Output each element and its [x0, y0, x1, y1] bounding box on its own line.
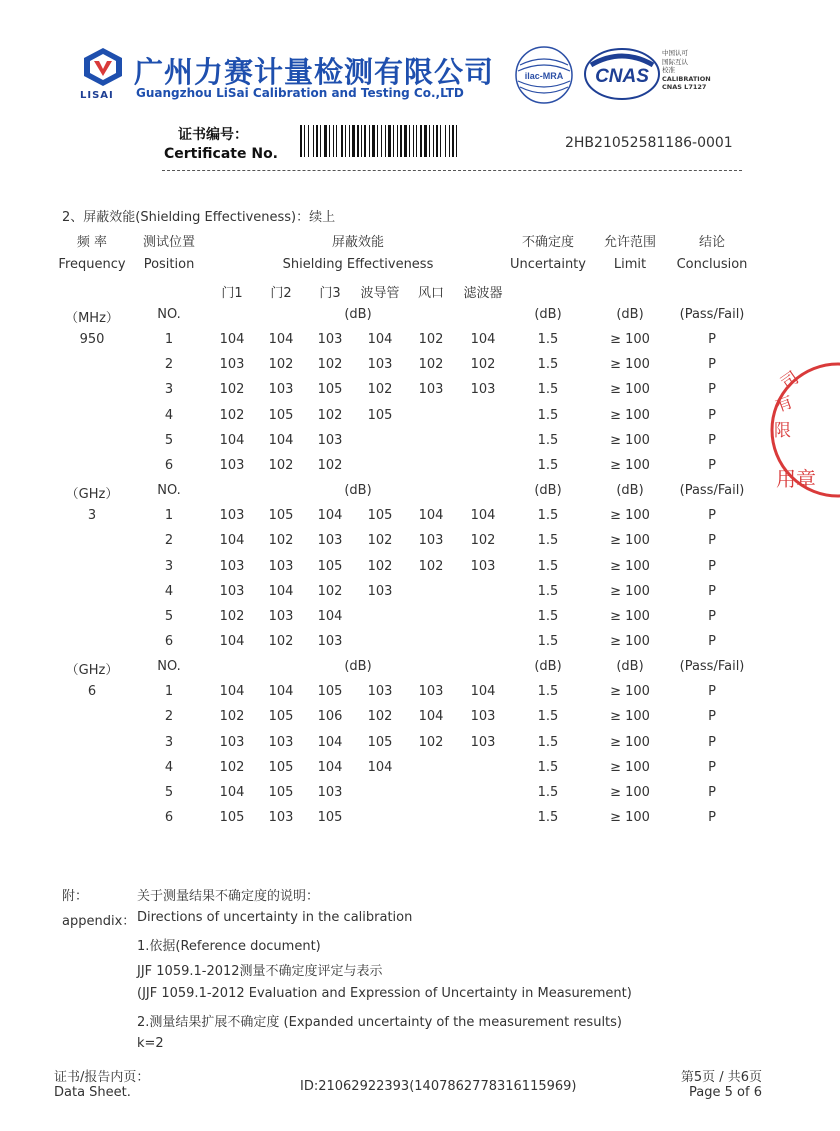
se-value: 103	[367, 357, 393, 373]
uncertainty-value: 1.5	[537, 533, 559, 549]
footer-id: ID:21062922393(1407862778316115969)	[300, 1079, 577, 1094]
appendix-line: 2.测量结果扩展不确定度 (Expanded uncertainty of the measurement results)	[137, 1015, 622, 1030]
column-header-en: Shielding Effectiveness	[282, 257, 434, 272]
se-value: 105	[268, 759, 294, 775]
column-header-en: Conclusion	[676, 257, 748, 272]
se-value: 103	[268, 382, 294, 398]
uncertainty-value: 1.5	[537, 558, 559, 574]
limit-value: ≥ 100	[610, 457, 650, 473]
position-unit: NO.	[157, 307, 181, 322]
uncertainty-unit: (dB)	[534, 483, 562, 499]
conclusion-value: P	[708, 533, 716, 549]
sub-column-header: 门2	[270, 286, 292, 301]
se-value: 105	[367, 407, 393, 423]
uncertainty-value: 1.5	[537, 759, 559, 775]
limit-value: ≥ 100	[610, 784, 650, 800]
se-value: 103	[219, 508, 245, 524]
ilac-text: ilac-MRA	[524, 71, 564, 81]
conclusion-value: P	[708, 709, 716, 725]
se-value: 105	[219, 810, 245, 825]
conclusion-value: P	[708, 382, 716, 398]
se-value: 105	[268, 709, 294, 725]
conclusion-unit: (Pass/Fail)	[679, 307, 745, 322]
conclusion-value: P	[708, 608, 716, 624]
position-value: 6	[164, 810, 174, 825]
se-unit: (dB)	[344, 659, 372, 675]
svg-text:有: 有	[772, 392, 796, 417]
se-value: 102	[219, 407, 245, 423]
cnas-logo-icon	[583, 47, 661, 101]
position-value: 1	[164, 332, 174, 348]
position-value: 6	[164, 457, 174, 473]
se-value: 104	[418, 709, 444, 725]
se-value: 103	[317, 332, 343, 348]
se-value: 103	[470, 709, 496, 725]
se-value: 102	[268, 633, 294, 649]
se-value: 103	[219, 734, 245, 750]
se-value: 103	[317, 633, 343, 649]
conclusion-unit: (Pass/Fail)	[679, 659, 745, 675]
appendix-line: 1.依据(Reference document)	[137, 939, 321, 954]
se-value: 104	[418, 508, 444, 524]
se-unit: (dB)	[344, 307, 372, 322]
conclusion-value: P	[708, 583, 716, 599]
footer-data-sheet-cn: 证书/报告内页：	[54, 1070, 150, 1085]
company-logo-icon	[82, 46, 124, 88]
uncertainty-value: 1.5	[537, 684, 559, 700]
se-value: 103	[317, 432, 343, 448]
conclusion-value: P	[708, 457, 716, 473]
se-value: 103	[367, 684, 393, 700]
position-value: 1	[164, 508, 174, 524]
uncertainty-unit: (dB)	[534, 307, 562, 322]
cnas-line: CALIBRATION	[662, 74, 711, 83]
company-seal-icon	[760, 360, 840, 500]
position-value: 5	[164, 432, 174, 448]
se-value: 102	[367, 533, 393, 549]
se-value: 103	[268, 558, 294, 574]
header-divider	[162, 170, 742, 171]
uncertainty-unit: (dB)	[534, 659, 562, 675]
sub-column-header: 风口	[417, 286, 445, 301]
limit-value: ≥ 100	[610, 709, 650, 725]
se-unit: (dB)	[344, 483, 372, 499]
uncertainty-value: 1.5	[537, 432, 559, 448]
se-value: 104	[268, 432, 294, 448]
se-value: 103	[470, 382, 496, 398]
se-value: 105	[367, 508, 393, 524]
cnas-text: CNAS	[595, 66, 649, 87]
uncertainty-value: 1.5	[537, 457, 559, 473]
se-value: 103	[317, 533, 343, 549]
se-value: 103	[268, 608, 294, 624]
appendix-line: Directions of uncertainty in the calibration	[137, 910, 413, 925]
conclusion-value: P	[708, 734, 716, 750]
section-title: 2、屏蔽效能(Shielding Effectiveness)：续上	[62, 210, 336, 225]
appendix-line: 关于测量结果不确定度的说明：	[137, 889, 320, 904]
ilac-mra-logo-icon	[514, 45, 574, 105]
se-value: 104	[470, 332, 496, 348]
conclusion-value: P	[708, 684, 716, 700]
limit-unit: (dB)	[616, 659, 644, 675]
se-value: 103	[418, 533, 444, 549]
se-value: 102	[418, 558, 444, 574]
se-value: 104	[219, 332, 245, 348]
se-value: 104	[268, 332, 294, 348]
position-value: 3	[164, 734, 174, 750]
se-value: 103	[268, 734, 294, 750]
limit-value: ≥ 100	[610, 608, 650, 624]
position-unit: NO.	[157, 483, 181, 499]
se-value: 103	[367, 583, 393, 599]
se-value: 104	[470, 508, 496, 524]
conclusion-value: P	[708, 332, 716, 348]
cnas-line: 校准	[662, 66, 675, 75]
se-value: 102	[470, 357, 496, 373]
limit-value: ≥ 100	[610, 332, 650, 348]
frequency-unit: （GHz）	[65, 487, 119, 503]
column-header-en: Position	[143, 257, 195, 272]
cnas-line: CNAS L7127	[662, 83, 707, 92]
se-value: 102	[268, 457, 294, 473]
se-value: 104	[317, 608, 343, 624]
appendix-line: JJF 1059.1-2012测量不确定度评定与表示	[137, 964, 383, 979]
certificate-number: 2HB21052581186-0001	[565, 135, 733, 151]
column-header-cn: 不确定度	[521, 235, 575, 250]
se-value: 104	[367, 332, 393, 348]
appendix-line: (JJF 1059.1-2012 Evaluation and Expression of Uncertainty in Measurement)	[137, 986, 632, 1001]
column-header-en: Frequency	[58, 257, 126, 272]
position-value: 4	[164, 583, 174, 599]
uncertainty-value: 1.5	[537, 734, 559, 750]
se-value: 102	[317, 457, 343, 473]
limit-unit: (dB)	[616, 307, 644, 322]
se-value: 103	[219, 558, 245, 574]
svg-text:用章: 用章	[776, 467, 816, 491]
appendix-label-en: appendix：	[62, 914, 136, 929]
position-unit: NO.	[157, 659, 181, 675]
uncertainty-value: 1.5	[537, 608, 559, 624]
sub-column-header: 滤波器	[463, 286, 503, 301]
limit-value: ≥ 100	[610, 407, 650, 423]
position-value: 4	[164, 407, 174, 423]
conclusion-value: P	[708, 357, 716, 373]
se-value: 103	[418, 382, 444, 398]
uncertainty-value: 1.5	[537, 810, 559, 825]
appendix-label-cn: 附：	[62, 889, 89, 904]
column-header-cn: 频 率	[76, 235, 108, 250]
appendix-line: k=2	[137, 1036, 164, 1051]
se-value: 103	[219, 457, 245, 473]
se-value: 104	[219, 432, 245, 448]
se-value: 104	[268, 583, 294, 599]
frequency-unit: （MHz）	[65, 311, 119, 326]
position-value: 2	[164, 533, 174, 549]
conclusion-value: P	[708, 508, 716, 524]
uncertainty-value: 1.5	[537, 633, 559, 649]
se-value: 103	[470, 558, 496, 574]
frequency-unit: （GHz）	[65, 663, 119, 679]
se-value: 105	[317, 558, 343, 574]
uncertainty-value: 1.5	[537, 784, 559, 800]
footer-page-cn: 第5页 / 共6页	[680, 1070, 762, 1085]
limit-value: ≥ 100	[610, 357, 650, 373]
uncertainty-value: 1.5	[537, 709, 559, 725]
se-value: 104	[219, 784, 245, 800]
se-value: 102	[268, 357, 294, 373]
limit-unit: (dB)	[616, 483, 644, 499]
column-header-cn: 结论	[698, 235, 726, 250]
column-header-cn: 允许范围	[603, 235, 657, 250]
se-value: 103	[219, 583, 245, 599]
se-value: 105	[317, 684, 343, 700]
se-value: 102	[219, 759, 245, 775]
se-value: 104	[268, 684, 294, 700]
conclusion-value: P	[708, 759, 716, 775]
conclusion-value: P	[708, 810, 716, 825]
position-value: 6	[164, 633, 174, 649]
se-value: 102	[367, 558, 393, 574]
column-header-cn: 屏蔽效能	[331, 235, 385, 250]
se-value: 103	[418, 684, 444, 700]
limit-value: ≥ 100	[610, 558, 650, 574]
frequency-value: 950	[79, 332, 105, 348]
se-value: 104	[219, 633, 245, 649]
conclusion-unit: (Pass/Fail)	[679, 483, 745, 499]
se-value: 103	[470, 734, 496, 750]
se-value: 104	[367, 759, 393, 775]
conclusion-value: P	[708, 633, 716, 649]
se-value: 105	[317, 810, 343, 825]
svg-text:司: 司	[777, 367, 803, 395]
limit-value: ≥ 100	[610, 633, 650, 649]
se-value: 103	[317, 784, 343, 800]
se-value: 104	[470, 684, 496, 700]
uncertainty-value: 1.5	[537, 583, 559, 599]
se-value: 106	[317, 709, 343, 725]
uncertainty-value: 1.5	[537, 407, 559, 423]
se-value: 102	[367, 709, 393, 725]
conclusion-value: P	[708, 407, 716, 423]
position-value: 1	[164, 684, 174, 700]
sub-column-header: 门3	[319, 286, 341, 301]
se-value: 104	[219, 533, 245, 549]
se-value: 102	[317, 407, 343, 423]
cnas-accreditation-text	[662, 49, 711, 92]
limit-value: ≥ 100	[610, 684, 650, 700]
se-value: 102	[317, 357, 343, 373]
limit-value: ≥ 100	[610, 432, 650, 448]
limit-value: ≥ 100	[610, 759, 650, 775]
se-value: 105	[317, 382, 343, 398]
cnas-line: 国际互认	[662, 57, 688, 66]
certificate-label-en: Certificate No.	[164, 146, 279, 162]
uncertainty-value: 1.5	[537, 382, 559, 398]
position-value: 4	[164, 759, 174, 775]
se-value: 102	[418, 332, 444, 348]
company-name-en: Guangzhou LiSai Calibration and Testing Co.,LTD	[136, 86, 464, 100]
se-value: 102	[470, 533, 496, 549]
se-value: 102	[219, 709, 245, 725]
se-value: 102	[268, 533, 294, 549]
se-value: 104	[317, 759, 343, 775]
se-value: 102	[418, 734, 444, 750]
column-header-cn: 测试位置	[142, 235, 196, 250]
se-value: 102	[219, 608, 245, 624]
logo-text: LISAI	[80, 90, 114, 101]
conclusion-value: P	[708, 558, 716, 574]
se-value: 105	[268, 407, 294, 423]
svg-text:限: 限	[774, 421, 791, 441]
cnas-line: 中国认可	[662, 49, 688, 57]
position-value: 3	[164, 382, 174, 398]
uncertainty-value: 1.5	[537, 332, 559, 348]
se-value: 104	[219, 684, 245, 700]
column-header-en: Limit	[613, 257, 647, 272]
se-value: 105	[268, 784, 294, 800]
company-name-cn: 广州力赛计量检测有限公司	[134, 55, 495, 89]
position-value: 5	[164, 784, 174, 800]
limit-value: ≥ 100	[610, 583, 650, 599]
limit-value: ≥ 100	[610, 734, 650, 750]
limit-value: ≥ 100	[610, 508, 650, 524]
se-value: 104	[317, 734, 343, 750]
position-value: 5	[164, 608, 174, 624]
limit-value: ≥ 100	[610, 382, 650, 398]
uncertainty-value: 1.5	[537, 508, 559, 524]
footer-data-sheet-en: Data Sheet.	[54, 1085, 131, 1100]
sub-column-header: 门1	[221, 286, 243, 301]
uncertainty-value: 1.5	[537, 357, 559, 373]
frequency-value: 3	[87, 508, 97, 524]
barcode-icon	[300, 125, 518, 157]
limit-value: ≥ 100	[610, 533, 650, 549]
se-value: 102	[317, 583, 343, 599]
limit-value: ≥ 100	[610, 810, 650, 825]
se-value: 105	[367, 734, 393, 750]
se-value: 102	[367, 382, 393, 398]
certificate-label-cn: 证书编号：	[178, 127, 248, 143]
se-value: 104	[317, 508, 343, 524]
frequency-value: 6	[87, 684, 97, 700]
position-value: 2	[164, 709, 174, 725]
footer-page-en: Page 5 of 6	[689, 1085, 762, 1100]
conclusion-value: P	[708, 432, 716, 448]
sub-column-header: 波导管	[360, 286, 400, 301]
se-value: 105	[268, 508, 294, 524]
conclusion-value: P	[708, 784, 716, 800]
se-value: 103	[219, 357, 245, 373]
se-value: 102	[418, 357, 444, 373]
position-value: 2	[164, 357, 174, 373]
column-header-en: Uncertainty	[510, 257, 586, 272]
se-value: 103	[268, 810, 294, 825]
se-value: 102	[219, 382, 245, 398]
position-value: 3	[164, 558, 174, 574]
